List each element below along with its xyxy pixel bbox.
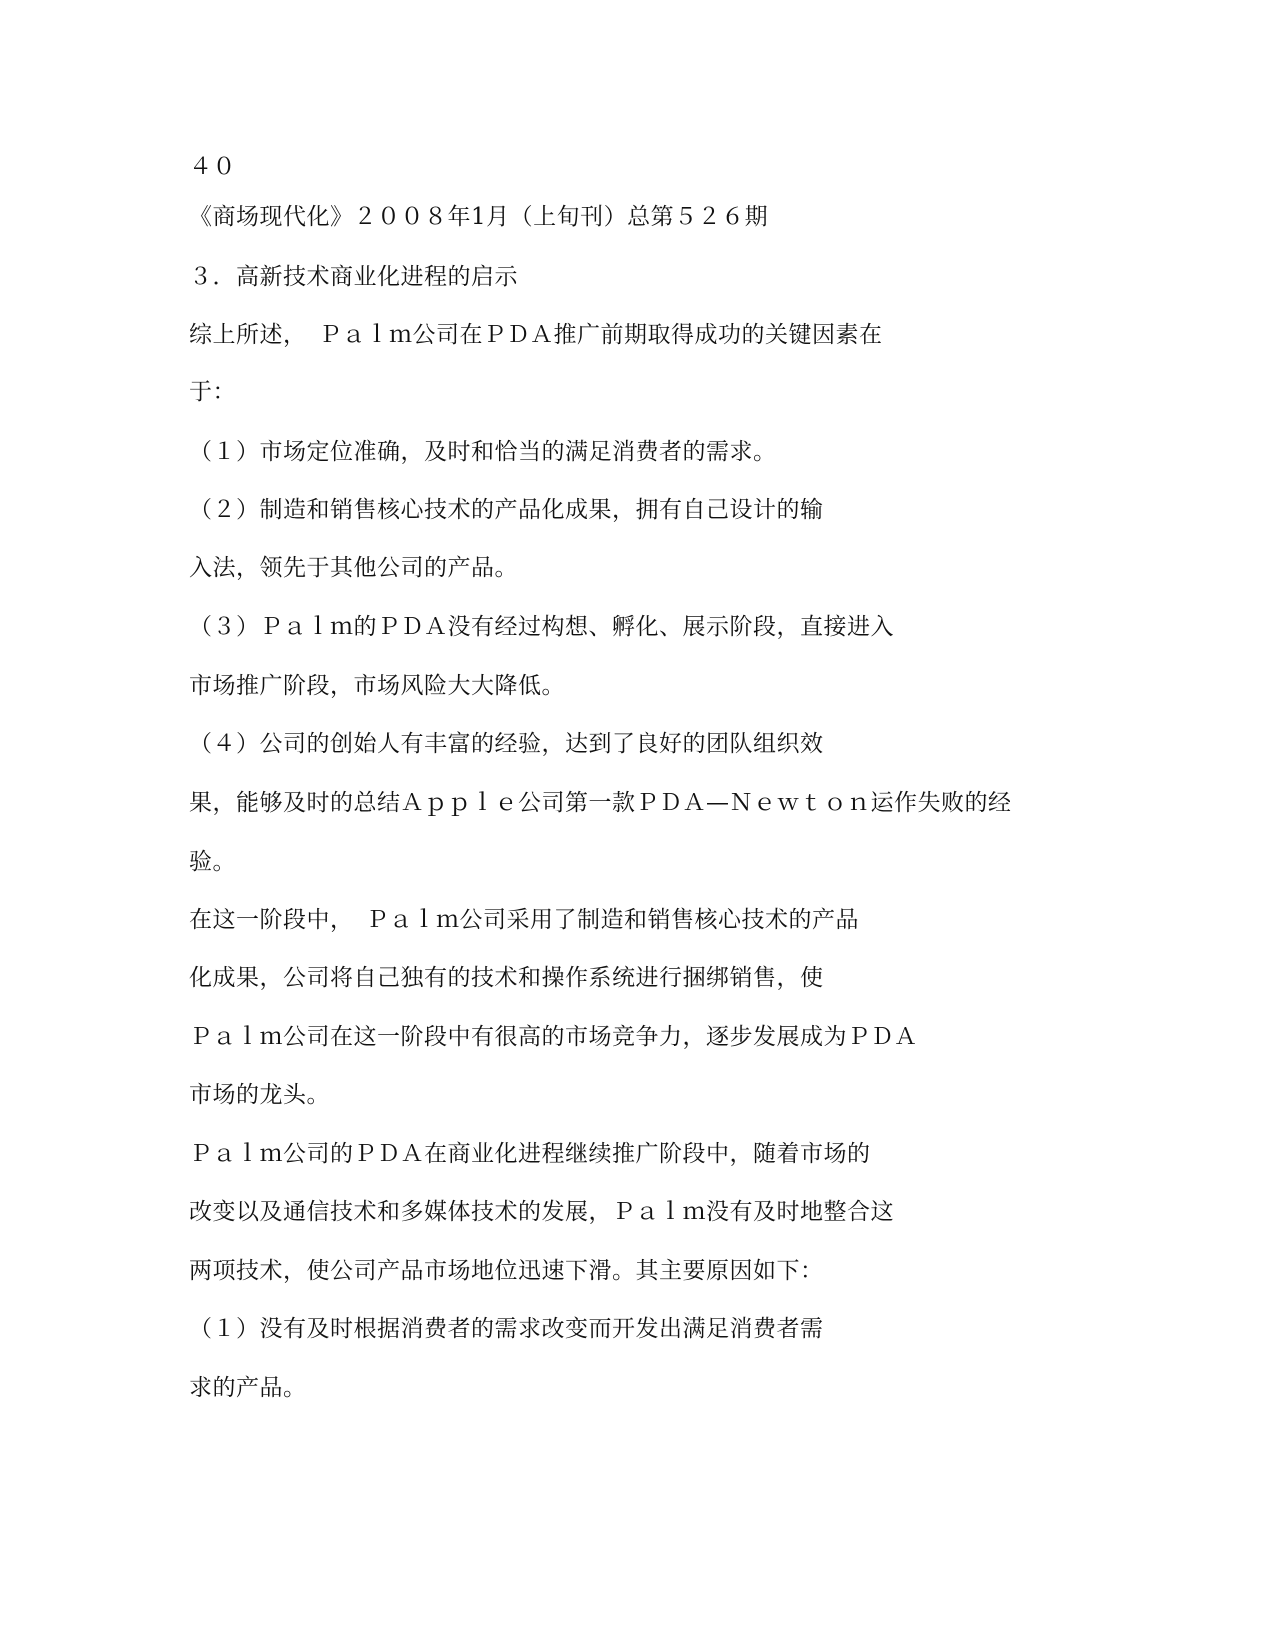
body-line: 于：	[189, 379, 236, 405]
body-line: Ｐａｌｍ公司的ＰＤＡ在商业化进程继续推广阶段中，随着市场的	[189, 1141, 871, 1167]
body-line: 果，能够及时的总结Ａｐｐｌｅ公司第一款ＰＤＡ—Ｎｅｗｔｏｎ运作失败的经	[189, 790, 1012, 816]
running-header: 《商场现代化》２００８年1月（上旬刊）总第５２６期	[189, 204, 769, 230]
body-line: 验。	[189, 849, 236, 875]
body-line: 两项技术，使公司产品市场地位迅速下滑。其主要原因如下：	[189, 1258, 824, 1284]
body-line: 入法，领先于其他公司的产品。	[189, 555, 518, 581]
body-line: 综上所述， Ｐａｌｍ公司在ＰＤＡ推广前期取得成功的关键因素在	[189, 322, 883, 348]
body-line: 求的产品。	[189, 1375, 307, 1401]
list-item: （３）Ｐａｌｍ的ＰＤＡ没有经过构想、孵化、展示阶段，直接进入	[189, 614, 894, 640]
body-line: 在这一阶段中， Ｐａｌｍ公司采用了制造和销售核心技术的产品	[189, 907, 859, 933]
list-item: （１）市场定位准确，及时和恰当的满足消费者的需求。	[189, 439, 777, 465]
body-line: 化成果，公司将自己独有的技术和操作系统进行捆绑销售，使	[189, 965, 824, 991]
section-heading: ３．高新技术商业化进程的启示	[189, 264, 518, 290]
body-line: 市场推广阶段，市场风险大大降低。	[189, 673, 565, 699]
page-number: ４０	[189, 154, 236, 180]
body-line: Ｐａｌｍ公司在这一阶段中有很高的市场竞争力，逐步发展成为ＰＤＡ	[189, 1024, 918, 1050]
body-line: 改变以及通信技术和多媒体技术的发展，Ｐａｌｍ没有及时地整合这	[189, 1199, 894, 1225]
list-item: （１）没有及时根据消费者的需求改变而开发出满足消费者需	[189, 1316, 824, 1342]
body-line: 市场的龙头。	[189, 1082, 330, 1108]
list-item: （４）公司的创始人有丰富的经验，达到了良好的团队组织效	[189, 731, 824, 757]
list-item: （２）制造和销售核心技术的产品化成果，拥有自己设计的输	[189, 497, 824, 523]
